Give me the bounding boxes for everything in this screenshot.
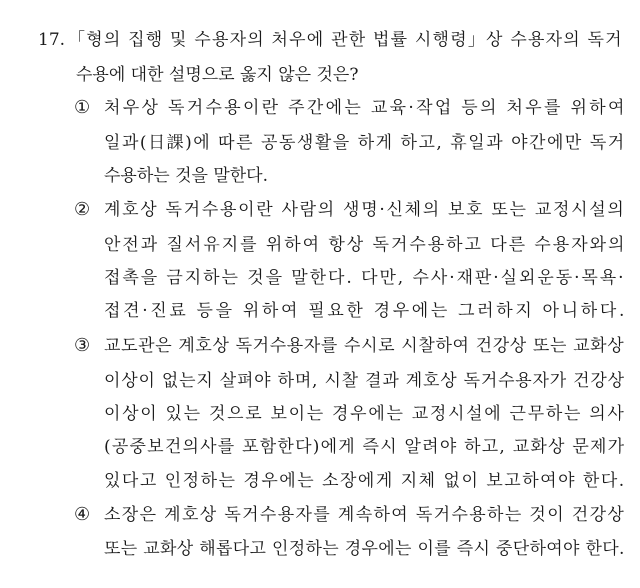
option-3-line-1: 교도관은 계호상 독거수용자를 수시로 시찰하여 건강상 또는 교화상 [104, 336, 625, 356]
option-4-marker: ④ [74, 504, 91, 525]
option-1-line-1: 처우상 독거수용이란 주간에는 교육·작업 등의 처우를 위하여 [104, 98, 627, 118]
option-3-line-3: 이상이 있는 것으로 보이는 경우에는 교정시설에 근무하는 의사 [104, 404, 626, 424]
question-number: 17. [38, 30, 66, 50]
option-2-line-1: 계호상 독거수용이란 사람의 생명·신체의 보호 또는 교정시설의 [104, 200, 626, 220]
option-4-line-2: 또는 교화상 해롭다고 인정하는 경우에는 이를 즉시 중단하여야 한다. [104, 539, 625, 559]
question-stem-line-1: 「형의 집행 및 수용자의 처우에 관한 법률 시행령」상 수용자의 독거 [68, 30, 623, 50]
option-3-line-4: (공중보건의사를 포함한다)에게 즉시 알려야 하고, 교화상 문제가 [104, 437, 626, 457]
option-1-marker: ① [74, 97, 91, 118]
option-2-marker: ② [74, 199, 91, 220]
option-2-line-4: 접견·진료 등을 위하여 필요한 경우에는 그러하지 아니하다. [104, 301, 628, 321]
option-3-line-2: 이상이 없는지 살펴야 하며, 시찰 결과 계호상 독거수용자가 건강상 [104, 371, 625, 391]
option-4-line-1: 소장은 계호상 독거수용자를 계속하여 독거수용하는 것이 건강상 [104, 505, 626, 525]
option-1-line-2: 일과(日課)에 따른 공동생활을 하게 하고, 휴일과 야간에만 독거 [104, 133, 626, 153]
option-1-line-3: 수용하는 것을 말한다. [104, 166, 269, 186]
option-3-marker: ③ [74, 335, 91, 356]
option-2-line-3: 접촉을 금지하는 것을 말한다. 다만, 수사·재판·실외운동·목욕· [104, 268, 626, 288]
question-stem-line-2: 수용에 대한 설명으로 옳지 않은 것은? [76, 65, 359, 85]
option-3-line-5: 있다고 인정하는 경우에는 소장에게 지체 없이 보고하여야 한다. [104, 471, 626, 491]
option-2-line-2: 안전과 질서유지를 위하여 항상 독거수용하고 다른 수용자와의 [104, 235, 627, 255]
